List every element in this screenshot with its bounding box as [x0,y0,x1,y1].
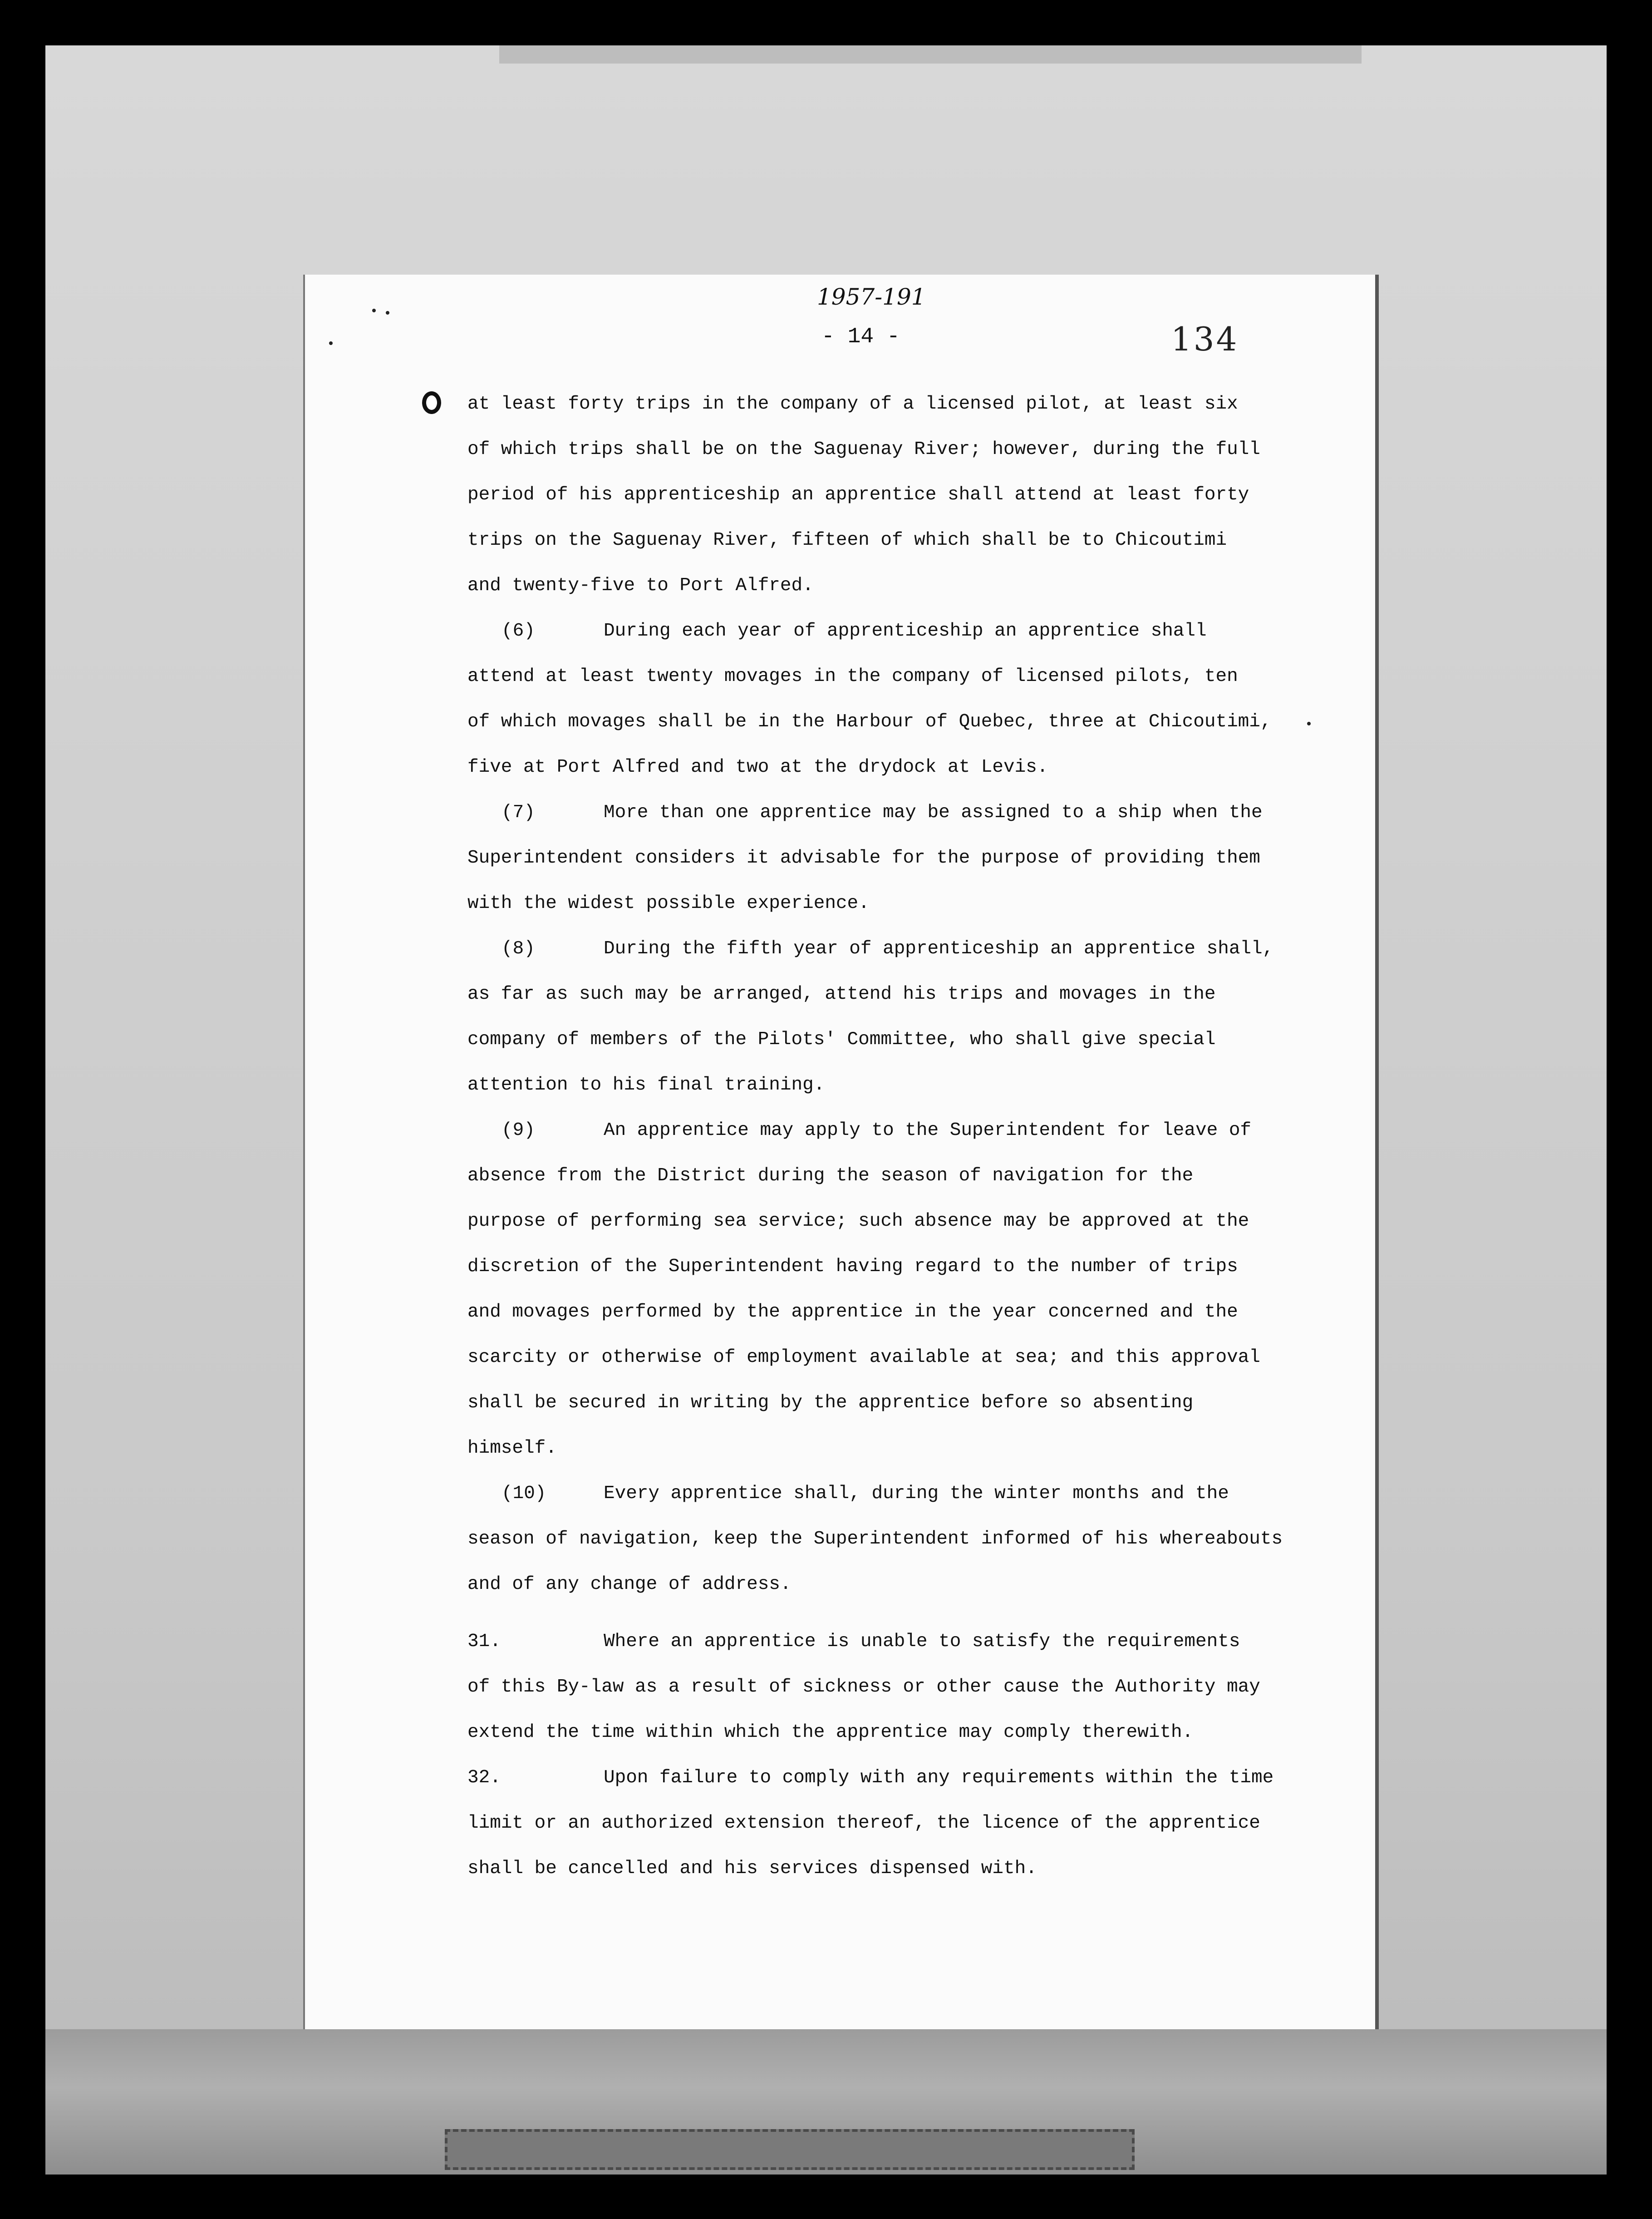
section-32 [467,1764,1330,1900]
text-span: Where an apprentice is unable to satisfy the requirements [604,1631,1240,1652]
text-line: and movages performed by the apprentice in the year concerned and the [467,1302,1238,1322]
section-number: 32. [467,1767,501,1788]
text-line: extend the time within which the apprentice may comply therewith. [467,1722,1194,1743]
text-span: During the fifth year of apprenticeship an apprentice shall, [604,938,1274,959]
subsection-7 [467,799,1330,935]
stamped-folio-number: 134 [1171,320,1239,358]
section-number: 31. [467,1631,501,1652]
text-line: period of his apprenticeship an apprentice shall attend at least forty [467,484,1249,505]
text-line: limit or an authorized extension thereof, the licence of the apprentice [467,1813,1260,1834]
subsection-8 [467,935,1330,1117]
speck-mark [329,341,333,345]
section-gap [467,1616,1330,1628]
text-line [467,1117,1330,1162]
subsection-9 [467,1117,1330,1480]
section-31 [467,1628,1330,1764]
subsection-10 [467,1480,1330,1616]
handwritten-reference: 1957-191 [817,284,926,310]
document-body [467,390,1330,1900]
subsection-number: (6) [502,621,535,641]
punch-hole-mark [422,391,441,414]
text-line: scarcity or otherwise of employment available at sea; and this approval [467,1347,1260,1368]
text-line: of this By-law as a result of sickness or other cause the Authority may [467,1677,1260,1697]
text-span: Every apprentice shall, during the winter months and the [604,1483,1229,1504]
text-span: Upon failure to comply with any requirements within the time [604,1767,1274,1788]
subsection-number: (8) [502,938,535,959]
text-line [467,1480,1330,1525]
text-line: shall be cancelled and his services dispensed with. [467,1858,1037,1879]
speck-mark [372,309,376,312]
subsection-number: (9) [502,1120,535,1141]
text-line [467,1764,1330,1810]
subsection-number: (10) [502,1483,546,1504]
text-line: shall be secured in writing by the apprentice before so absenting [467,1392,1194,1413]
text-span: More than one apprentice may be assigned to a ship when the [604,802,1263,823]
text-line: attend at least twenty movages in the company of licensed pilots, ten [467,666,1238,687]
text-line: season of navigation, keep the Superintendent informed of his whereabouts [467,1529,1283,1549]
text-line [467,617,1330,663]
subsection-6 [467,617,1330,799]
text-line [467,935,1330,981]
text-line: as far as such may be arranged, attend his trips and movages in the [467,984,1216,1005]
page-number: - 14 - [821,325,900,349]
text-span: An apprentice may apply to the Superintendent for leave of [604,1120,1252,1141]
text-line: of which movages shall be in the Harbour of Quebec, three at Chicoutimi, [467,711,1272,732]
text-line: of which trips shall be on the Saguenay River; however, during the full [467,439,1260,460]
text-line: company of members of the Pilots' Committee, who shall give special [467,1029,1216,1050]
subsection-number: (7) [502,802,535,823]
text-line: discretion of the Superintendent having regard to the number of trips [467,1256,1238,1277]
text-line: and twenty-five to Port Alfred. [467,575,814,596]
text-line: Superintendent considers it advisable for the purpose of providing them [467,848,1260,868]
backing-strip [445,2129,1135,2170]
text-line: purpose of performing sea service; such absence may be approved at the [467,1211,1249,1232]
text-line: absence from the District during the season of navigation for the [467,1165,1194,1186]
text-span: During each year of apprenticeship an apprentice shall [604,621,1207,641]
text-line: trips on the Saguenay River, fifteen of which shall be to Chicoutimi [467,530,1227,551]
text-line: with the widest possible experience. [467,893,870,914]
text-line: attention to his final training. [467,1075,825,1095]
text-line [467,799,1330,844]
paragraph-continuation [467,390,1330,617]
text-line: five at Port Alfred and two at the drydock at Levis. [467,757,1048,778]
text-line: and of any change of address. [467,1574,792,1595]
speck-mark [386,311,389,315]
text-line: himself. [467,1438,557,1459]
text-line [467,1628,1330,1673]
top-smudge [499,45,1362,64]
text-line: at least forty trips in the company of a licensed pilot, at least six [467,394,1238,414]
